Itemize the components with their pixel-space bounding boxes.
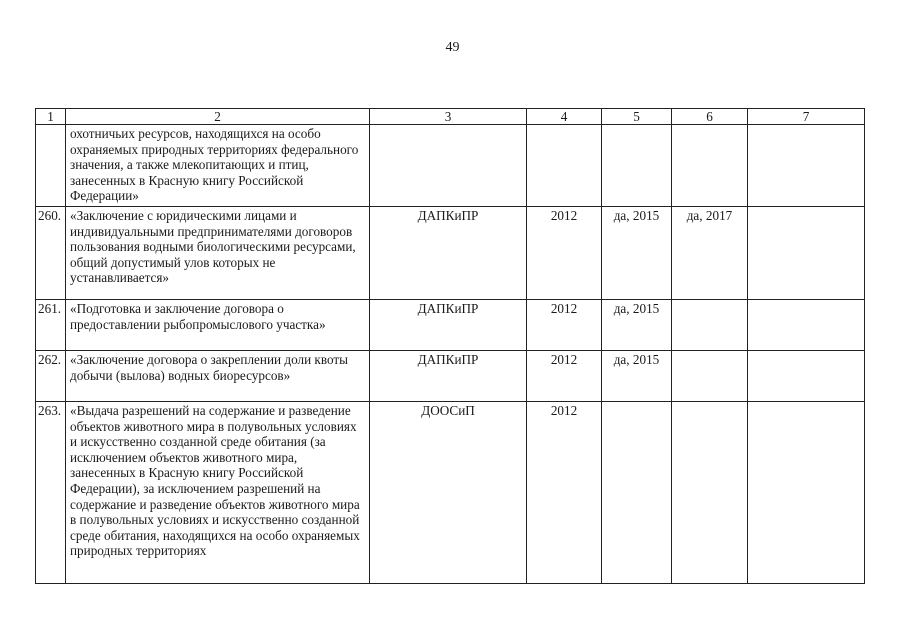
column-7-cell	[748, 207, 865, 300]
service-description-cell: «Подготовка и заключение договора о предоставлении рыбопромыслового участка»	[66, 300, 370, 351]
services-table	[35, 108, 865, 584]
column-6-cell	[672, 300, 748, 351]
service-description-cell: «Выдача разрешений на содержание и разведение объектов животного мира в полувольных условиях и искусственно созданной среде обитания (за исключением объектов животного мира, занесенных в Красную книгу Российской Федерации), за исключением разрешений на содержание и разведение объектов животного мира в полувольных условиях и искусственно созданной среде обитания, находящихся на особо охраняемых природных территориях	[66, 402, 370, 584]
organization-cell	[370, 125, 527, 207]
column-6-cell	[672, 402, 748, 584]
column-5-cell	[602, 125, 672, 207]
organization-cell: ДООСиП	[370, 402, 527, 584]
column-header: 6	[672, 109, 748, 125]
row-number-cell: 260.	[36, 207, 66, 300]
year-cell: 2012	[527, 207, 602, 300]
service-description-cell: охотничьих ресурсов, находящихся на особо охраняемых природных территориях федерального значения, а также млекопитающих и птиц, занесенных в Красную книгу Российской Федерации»	[66, 125, 370, 207]
column-7-cell	[748, 125, 865, 207]
year-cell: 2012	[527, 300, 602, 351]
column-6-cell	[672, 351, 748, 402]
column-5-cell: да, 2015	[602, 351, 672, 402]
column-header: 1	[36, 109, 66, 125]
column-header: 3	[370, 109, 527, 125]
column-5-cell	[602, 402, 672, 584]
table-row	[36, 402, 865, 584]
table-row	[36, 125, 865, 207]
column-header: 5	[602, 109, 672, 125]
column-7-cell	[748, 300, 865, 351]
table-row	[36, 300, 865, 351]
column-6-cell: да, 2017	[672, 207, 748, 300]
table-row	[36, 351, 865, 402]
column-7-cell	[748, 351, 865, 402]
row-number-cell	[36, 125, 66, 207]
year-cell: 2012	[527, 351, 602, 402]
column-header: 2	[66, 109, 370, 125]
year-cell	[527, 125, 602, 207]
row-number-cell: 262.	[36, 351, 66, 402]
organization-cell: ДАПКиПР	[370, 351, 527, 402]
organization-cell: ДАПКиПР	[370, 207, 527, 300]
column-6-cell	[672, 125, 748, 207]
column-header: 4	[527, 109, 602, 125]
page-number: 49	[445, 40, 460, 55]
organization-cell: ДАПКиПР	[370, 300, 527, 351]
service-description-cell: «Заключение с юридическими лицами и индивидуальными предпринимателями договоров пользования водными биологическими ресурсами, общий допустимый улов которых не устанавливается»	[66, 207, 370, 300]
column-7-cell	[748, 402, 865, 584]
table-header-row	[36, 109, 865, 125]
row-number-cell: 261.	[36, 300, 66, 351]
table-row	[36, 207, 865, 300]
column-5-cell: да, 2015	[602, 300, 672, 351]
service-description-cell: «Заключение договора о закреплении доли квоты добычи (вылова) водных биоресурсов»	[66, 351, 370, 402]
row-number-cell: 263.	[36, 402, 66, 584]
column-header: 7	[748, 109, 865, 125]
column-5-cell: да, 2015	[602, 207, 672, 300]
year-cell: 2012	[527, 402, 602, 584]
